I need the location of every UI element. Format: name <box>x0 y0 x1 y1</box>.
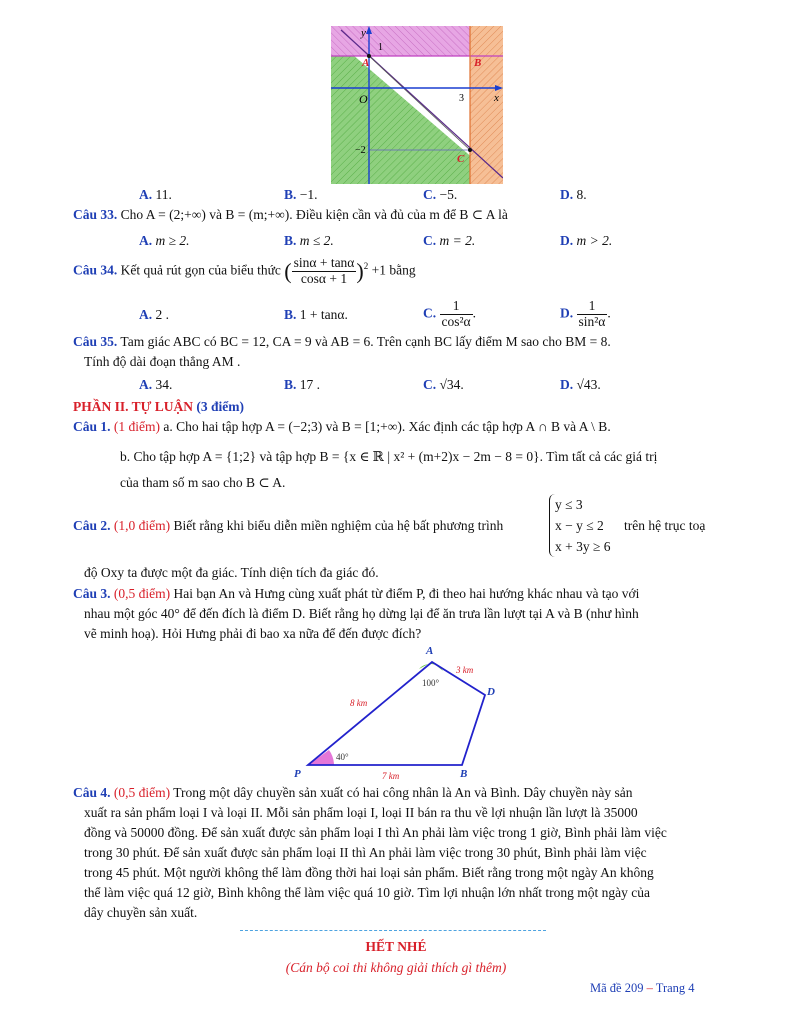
figure-label-pa: 8 km <box>350 698 368 708</box>
essay-question-4: Câu 4. (0,5 điểm) Trong một dây chuyền sản xuất có hai công nhân là An và Bình. Dây chuyền này sản <box>73 785 633 800</box>
page-footer: Mã đề 209 – Trang 4 <box>590 981 695 995</box>
essay-question-4-line2: xuất ra sản phẩm loại I và loại II. Mỗi sản phẩm loại I, loại II bán ra thu về lợi nhuận lần lượt là 35000 <box>84 805 638 820</box>
q34-option-d: D. $\frac{1}{\text{sin²α}}$ . <box>560 298 611 329</box>
q33-option-b: B. m ≤ 2. <box>284 233 334 248</box>
essay-question-1b: b. Cho tập hợp A = {1;2} và tập hợp B = {x ∈ ℝ | x² + (m+2)x − 2m − 8 = 0}. Tìm tất cả các giá trị <box>120 449 658 464</box>
essay-question-2-tail: trên hệ trục toạ <box>624 518 706 533</box>
figure-label-ad: 3 km <box>456 665 474 675</box>
figure-point-p: P <box>294 768 301 780</box>
essay-question-3-line3: vẽ minh hoạ). Hỏi Hưng phải đi bao xa nữa để đến được đích? <box>84 626 422 641</box>
figure-angle-a: 100° <box>422 678 440 688</box>
q35-option-c: C. √34. <box>423 377 464 392</box>
figure-angle-p: 40° <box>336 752 349 762</box>
question-33: Câu 33. Cho A = (2;+∞) và B = (m;+∞). Điều kiện cần và đủ của m để B ⊂ A là <box>73 207 508 222</box>
essay-question-4-line7: dây chuyền sản xuất. <box>84 905 198 920</box>
essay-question-2: Câu 2. (1,0 điểm) Biết rằng khi biểu diễn miền nghiệm của hệ bất phương trình <box>73 518 504 533</box>
q32-option-c: C. −5. <box>423 187 458 202</box>
q35-option-d: D. √43. <box>560 377 601 392</box>
graph-x-label: x <box>494 92 499 104</box>
essay-question-1b-line2: của tham số m sao cho B ⊂ A. <box>120 475 286 490</box>
graph-point-c: C <box>457 153 465 165</box>
figure-point-a: A <box>426 645 434 657</box>
q32-option-b: B. −1. <box>284 187 318 202</box>
question-35-line2: Tính độ dài đoạn thẳng AM . <box>84 354 241 369</box>
graph-three-label: 3 <box>459 93 464 104</box>
graph-one-label: 1 <box>378 42 383 53</box>
essay-question-1: Câu 1. (1 điểm) a. Cho hai tập hợp A = (−2;3) và B = [1;+∞). Xác định các tập hợp A ∩ B và A \ B. <box>73 419 611 434</box>
essay-question-4-line6: thể làm việc quá 12 giờ, Bình không thể làm việc quá 10 giờ. Tìm lợi nhuận lớn nhất trong một ngày của <box>84 885 650 900</box>
graph-point-b: B <box>474 57 482 69</box>
essay-question-4-line3: đồng và 50000 đồng. Để sản xuất được sản phẩm loại I thì An phải làm việc trong 1 giờ, Bình phải làm việc <box>84 825 667 840</box>
end-divider <box>240 930 546 931</box>
figure-point-d: D <box>487 686 495 698</box>
q35-option-a: A. 34. <box>139 377 173 392</box>
part2-heading: PHẦN II. TỰ LUẬN (3 điểm) <box>73 399 245 414</box>
feasible-region-graph <box>331 26 503 184</box>
essay-question-4-line4: trong 30 phút. Để sản xuất được sản phẩm loại II thì An phải làm việc trong 30 phút, Bình phải làm việc <box>84 845 647 860</box>
q34-option-a: A. 2 . <box>139 307 169 322</box>
question-34: Câu 34. Kết quả rút gọn của biểu thức ( $\frac{\sin\alpha + \tan\alpha}{\cos\alpha + 1}$ )$^2$ +1 bằng <box>73 255 416 286</box>
essay-question-2-line2: độ Oxy ta được một đa giác. Tính diện tích đa giác đó. <box>84 565 379 580</box>
q34-option-b: B. 1 + tanα. <box>284 307 348 322</box>
graph-point-a: A <box>362 57 370 69</box>
essay-question-4-line5: trong 45 phút. Một người không thể làm đồng thời hai loại sản phẩm. Biết rằng trong một ngày An không <box>84 865 654 880</box>
q32-option-d: D. 8. <box>560 187 587 202</box>
figure-label-pb: 7 km <box>382 771 400 781</box>
end-title: HẾT NHÉ <box>365 939 427 954</box>
q33-option-c: C. m = 2. <box>423 233 476 248</box>
q34-option-c: C. $\frac{1}{\text{cos²α}}$ . <box>423 298 476 329</box>
figure-point-b: B <box>460 768 468 780</box>
q33-option-d: D. m > 2. <box>560 233 613 248</box>
essay-question-3: Câu 3. (0,5 điểm) Hai bạn An và Hưng cùng xuất phát từ điểm P, đi theo hai hướng khác nhau và tạo với <box>73 586 640 601</box>
graph-minus-two-label: −2 <box>355 145 366 156</box>
q35-option-b: B. 17 . <box>284 377 321 392</box>
quadrilateral-figure <box>290 640 510 785</box>
question-35: Câu 35. Tam giác ABC có BC = 12, CA = 9 và AB = 6. Trên cạnh BC lấy điểm M sao cho BM = 8. <box>73 334 611 349</box>
q32-option-a: A. 11. <box>139 187 172 202</box>
graph-origin-label: O <box>359 92 368 106</box>
essay-question-3-line2: nhau một góc 40° để đến đích là điểm D. Biết rằng họ dừng lại để ăn trưa lần lượt tại A và B (như hình <box>84 606 639 621</box>
graph-y-label: y <box>361 27 366 39</box>
q33-option-a: A. m ≥ 2. <box>139 233 190 248</box>
end-note: (Cán bộ coi thi không giải thích gì thêm) <box>285 960 507 975</box>
inequality-system: y ≤ 3 x − y ≤ 2 x + 3y ≥ 6 <box>549 494 611 557</box>
